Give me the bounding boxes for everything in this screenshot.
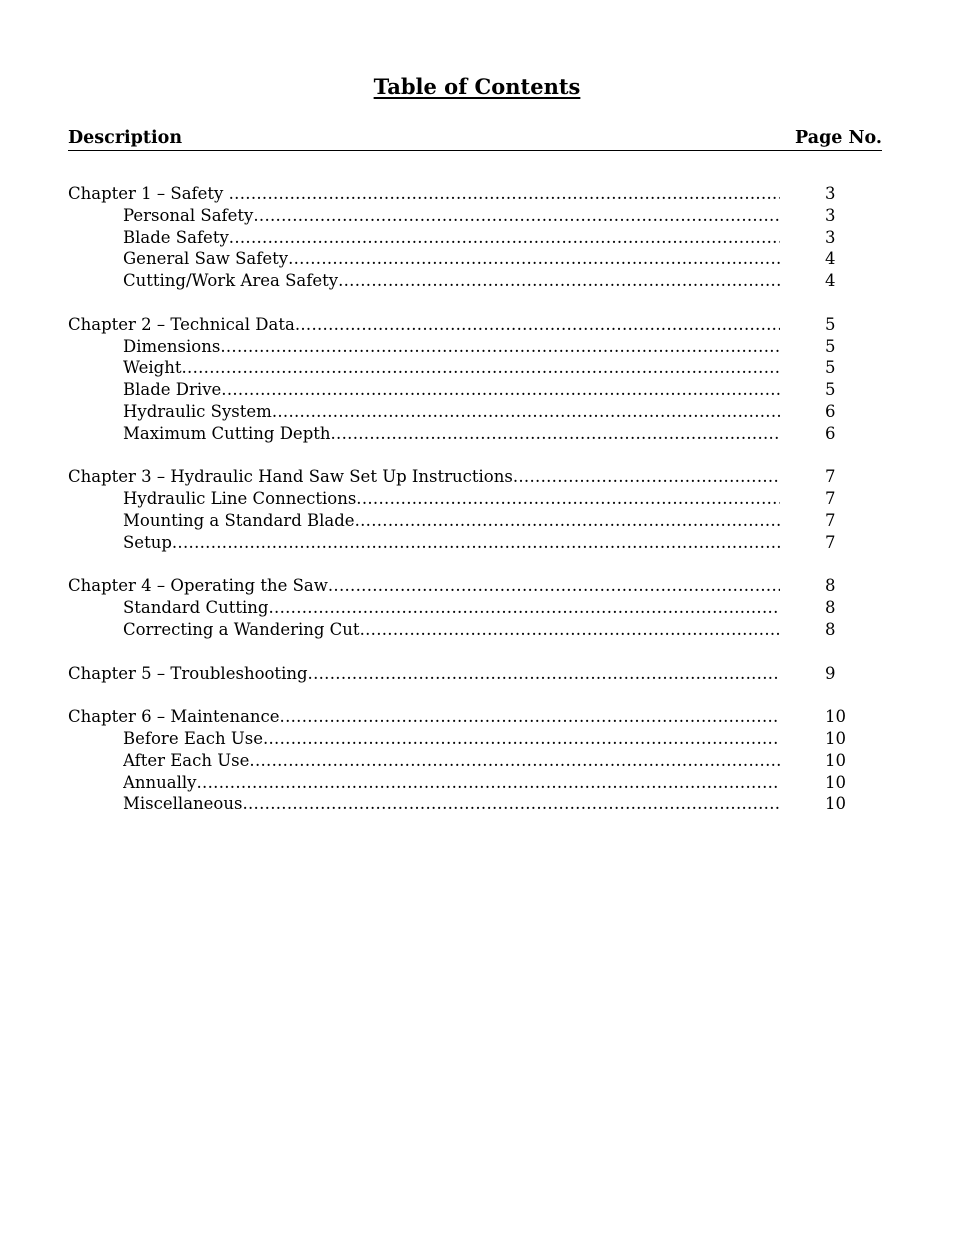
toc-chapter-entry[interactable] [0,314,954,336]
toc-section-entry[interactable] [0,532,954,554]
toc-entry-label: Correcting a Wandering Cut ..... [123,619,780,641]
column-header [68,126,882,151]
spacer [0,684,954,706]
toc-entry-label: Miscellaneous ..... [123,793,780,815]
page-title: Table of Contents [373,74,581,99]
table-of-contents [0,183,954,815]
toc-entry-label: Before Each Use ..... [123,728,780,750]
toc-entry-label: Hydraulic Line Connections ..... [123,488,780,510]
toc-entry-page: 7 [825,510,836,530]
toc-entry-label: Chapter 3 – Hydraulic Hand Saw Set Up Instructions ..... [68,466,780,488]
toc-entry-page: 7 [825,532,836,552]
toc-entry-page: 4 [825,249,836,269]
toc-entry-label: Hydraulic System ..... [123,401,780,423]
toc-entry-page: 10 [825,772,846,792]
toc-entry-label: Chapter 5 – Troubleshooting ..... [68,663,780,685]
toc-section-entry[interactable] [0,205,954,227]
toc-entry-page: 5 [825,314,836,334]
toc-entry-page: 5 [825,336,836,356]
toc-entry-label: Chapter 4 – Operating the Saw ..... [68,575,780,597]
toc-section-entry[interactable] [0,728,954,750]
toc-entry-label: Chapter 1 – Safety ..... [68,183,780,205]
toc-entry-page: 9 [825,663,836,683]
toc-entry-label: Mounting a Standard Blade ..... [123,510,780,532]
toc-section-entry[interactable] [0,510,954,532]
toc-section-entry[interactable] [0,270,954,292]
toc-entry-label: Chapter 2 – Technical Data ..... [68,314,780,336]
toc-section-entry[interactable] [0,488,954,510]
toc-section-entry[interactable] [0,227,954,249]
toc-entry-page: 3 [825,227,836,247]
toc-entry-label: Maximum Cutting Depth ..... [123,423,780,445]
toc-entry-label: Personal Safety ..... [123,205,780,227]
toc-chapter-entry[interactable] [0,575,954,597]
toc-section-entry[interactable] [0,597,954,619]
toc-entry-page: 8 [825,619,836,639]
toc-chapter-entry[interactable] [0,466,954,488]
toc-entry-page: 5 [825,358,836,378]
toc-section-entry[interactable] [0,248,954,270]
toc-entry-page: 5 [825,380,836,400]
toc-entry-page: 8 [825,576,836,596]
page-number-column-label: Page No. [795,128,882,148]
toc-entry-page: 6 [825,401,836,421]
toc-chapter-entry[interactable] [0,183,954,205]
toc-entry-page: 10 [825,794,846,814]
spacer [0,445,954,467]
toc-entry-page: 4 [825,271,836,291]
toc-section-entry[interactable] [0,357,954,379]
toc-entry-page: 10 [825,750,846,770]
toc-entry-label: After Each Use ..... [123,750,780,772]
toc-entry-page: 6 [825,423,836,443]
toc-entry-label: Setup ..... [123,532,780,554]
toc-entry-label: General Saw Safety ..... [123,248,780,270]
toc-entry-label: Weight ..... [123,357,780,379]
toc-entry-page: 10 [825,728,846,748]
toc-entry-page: 7 [825,467,836,487]
toc-entry-label: Blade Drive ..... [123,379,780,401]
toc-entry-page: 8 [825,598,836,618]
toc-entry-page: 3 [825,184,836,203]
toc-section-entry[interactable] [0,423,954,445]
spacer [0,554,954,576]
toc-entry-label: Dimensions ..... [123,336,780,358]
toc-chapter-entry[interactable] [0,663,954,685]
toc-entry-label: Chapter 6 – Maintenance ..... [68,706,780,728]
toc-entry-label: Cutting/Work Area Safety ..... [123,270,780,292]
toc-entry-page: 10 [825,707,846,727]
toc-entry-label: Blade Safety ..... [123,227,780,249]
toc-chapter-entry[interactable] [0,706,954,728]
toc-section-entry[interactable] [0,772,954,794]
toc-section-entry[interactable] [0,401,954,423]
toc-entry-page: 3 [825,205,836,225]
toc-section-entry[interactable] [0,750,954,772]
spacer [0,641,954,663]
toc-section-entry[interactable] [0,379,954,401]
spacer [0,292,954,314]
toc-entry-page: 7 [825,489,836,509]
toc-section-entry[interactable] [0,336,954,358]
toc-entry-label: Annually ..... [123,772,780,794]
description-column-label: Description [68,128,183,148]
toc-section-entry[interactable] [0,793,954,815]
toc-entry-label: Standard Cutting ..... [123,597,780,619]
toc-section-entry[interactable] [0,619,954,641]
